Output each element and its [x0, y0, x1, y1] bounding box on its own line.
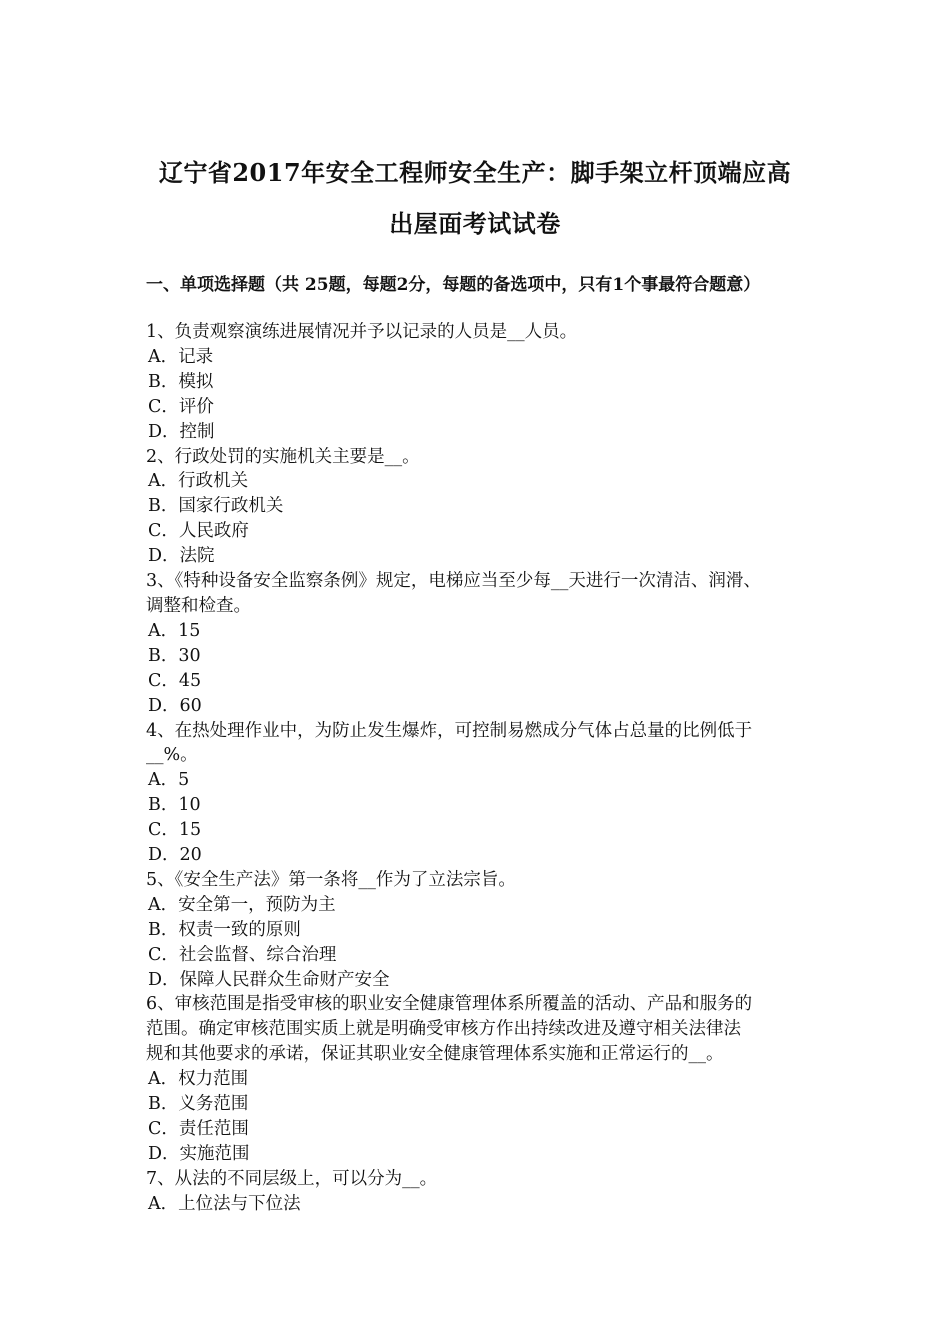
question-stem-line: 3、《特种设备安全监察条例》规定，电梯应当至少每__天进行一次清洁、润滑、 — [146, 571, 761, 592]
question-stem-line: 7、从法的不同层级上，可以分为__。 — [146, 1168, 438, 1189]
question-item — [146, 569, 836, 718]
answer-option: A．记录 — [148, 346, 214, 367]
answer-option: A．权力范围 — [148, 1069, 249, 1090]
answer-option: D．保障人民群众生命财产安全 — [148, 969, 390, 990]
answer-option: C．15 — [148, 820, 202, 841]
question-list — [146, 320, 836, 1217]
answer-option: C．社会监督、综合治理 — [148, 944, 337, 965]
answer-option: D．60 — [148, 695, 202, 716]
question-stem-line: 2、行政处罚的实施机关主要是__。 — [146, 446, 420, 467]
answer-option: B．10 — [148, 795, 201, 816]
question-item — [146, 719, 836, 868]
answer-option: A．上位法与下位法 — [148, 1193, 301, 1214]
question-stem-line: 范围。确定审核范围实质上就是明确受审核方作出持续改进及遵守相关法律法 — [146, 1019, 741, 1040]
answer-option: A．安全第一，预防为主 — [148, 894, 336, 915]
question-stem-line: 6、审核范围是指受审核的职业安全健康管理体系所覆盖的活动、产品和服务的 — [146, 994, 753, 1015]
answer-option: A．5 — [148, 770, 190, 791]
question-stem-line: 4、在热处理作业中，为防止发生爆炸，可控制易燃成分气体占总量的比例低于 — [146, 720, 753, 741]
question-item — [146, 992, 836, 1166]
answer-option: B．权责一致的原则 — [148, 919, 301, 940]
answer-option: C．责任范围 — [148, 1119, 249, 1139]
question-item — [146, 868, 836, 993]
answer-option: A．行政机关 — [148, 471, 249, 492]
question-item — [146, 445, 836, 570]
answer-option: B．30 — [148, 645, 201, 666]
document-title-line-2: 出屋面考试试卷 — [389, 209, 561, 238]
answer-option: D．实施范围 — [148, 1143, 250, 1164]
question-stem-line: 5、《安全生产法》第一条将__作为了立法宗旨。 — [146, 869, 516, 890]
question-stem-line: 1、负责观察演练进展情况并予以记录的人员是__人员。 — [146, 322, 578, 342]
question-stem-line: __%。 — [146, 745, 198, 766]
section-heading: 一、单项选择题（共 25题，每题2分，每题的备选项中，只有1个事最符合题意） — [146, 275, 761, 295]
document-title-line-1: 辽宁省2017年安全工程师安全生产：脚手架立杆顶端应高 — [158, 158, 792, 187]
answer-option: D．法院 — [148, 546, 215, 567]
question-stem-line: 规和其他要求的承诺，保证其职业安全健康管理体系实施和正常运行的__。 — [146, 1044, 724, 1065]
answer-option: B．模拟 — [148, 371, 214, 392]
answer-option: D．控制 — [148, 421, 215, 442]
answer-option: C．评价 — [148, 396, 214, 417]
question-item — [146, 1167, 836, 1217]
question-item — [146, 320, 836, 445]
answer-option: A．15 — [148, 620, 201, 641]
answer-option: B．国家行政机关 — [148, 496, 284, 517]
answer-option: C．人民政府 — [148, 521, 249, 542]
answer-option: C．45 — [148, 670, 202, 691]
answer-option: B．义务范围 — [148, 1094, 249, 1115]
answer-option: D．20 — [148, 845, 202, 866]
question-stem-line: 调整和检查。 — [146, 595, 251, 616]
